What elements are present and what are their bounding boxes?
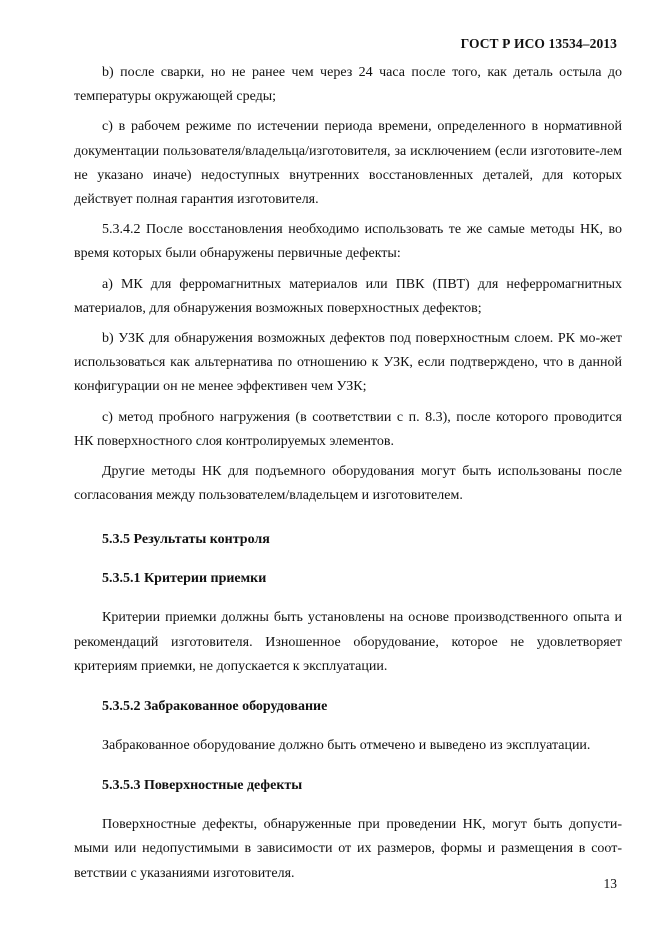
paragraph-rejected-equipment: Забракованное оборудование должно быть отмечено и выведено из эксплуатации.: [102, 738, 591, 754]
heading-5-3-5-2: 5.3.5.2 Забракованное оборудование: [102, 699, 328, 715]
document-body: [74, 61, 622, 892]
paragraph-method-a: a) МК для ферромагнитных материалов или ПВК (ПВТ) для неферромагнитных материалов, для обнаружения возможных поверхностных дефектов;: [74, 276, 622, 316]
page-number: 13: [603, 876, 617, 891]
paragraph-after-welding: b) после сварки, но не ранее чем через 24 часа после того, как деталь остыла до температуры окружающей среды;: [74, 65, 622, 105]
paragraph-acceptance-criteria: Критерии приемки должны быть установлены на основе производственного опыта и рекомендаций изготовителя. Изношенное оборудование, которое не удовлетворяет критериям приемки, не допускается к эксплуатации.: [74, 610, 622, 674]
paragraph-5-3-4-2: 5.3.4.2 После восстановления необходимо использовать те же самые методы НК, во время которых были обнаружены первичные дефекты:: [74, 222, 622, 262]
heading-5-3-5: 5.3.5 Результаты контроля: [102, 532, 270, 548]
heading-5-3-5-1: 5.3.5.1 Критерии приемки: [102, 571, 267, 587]
paragraph-operating-mode: c) в рабочем режиме по истечении периода времени, определенного в нормативной документации пользователя/владельца/изготовителя, за исключением (если изготовите-лем не указано иначе) недоступных внутренних восстановленных деталей, для которых действует полная гарантия изготовителя.: [74, 119, 622, 208]
paragraph-other-methods: Другие методы НК для подъемного оборудования могут быть использованы после согласования между пользователем/владельцем и изготовителем.: [74, 464, 622, 504]
paragraph-method-b: b) УЗК для обнаружения возможных дефектов под поверхностным слоем. РК мо-жет использоваться как альтернатива по отношению к УЗК, если подтверждено, что в данной конфигурации он не менее эффективен чем УЗК;: [74, 331, 622, 395]
heading-5-3-5-3: 5.3.5.3 Поверхностные дефекты: [102, 778, 303, 794]
paragraph-surface-defects: Поверхностные дефекты, обнаруженные при проведении НК, могут быть допусти-мыми или недопустимыми в зависимости от их размеров, формы и размещения в соот-ветствии с указаниями изготовителя.: [74, 817, 622, 881]
document-code-header: ГОСТ Р ИСО 13534–2013: [460, 36, 617, 51]
paragraph-method-c: c) метод пробного нагружения (в соответствии с п. 8.3), после которого проводится НК поверхностного слоя контролируемых элементов.: [74, 409, 622, 449]
